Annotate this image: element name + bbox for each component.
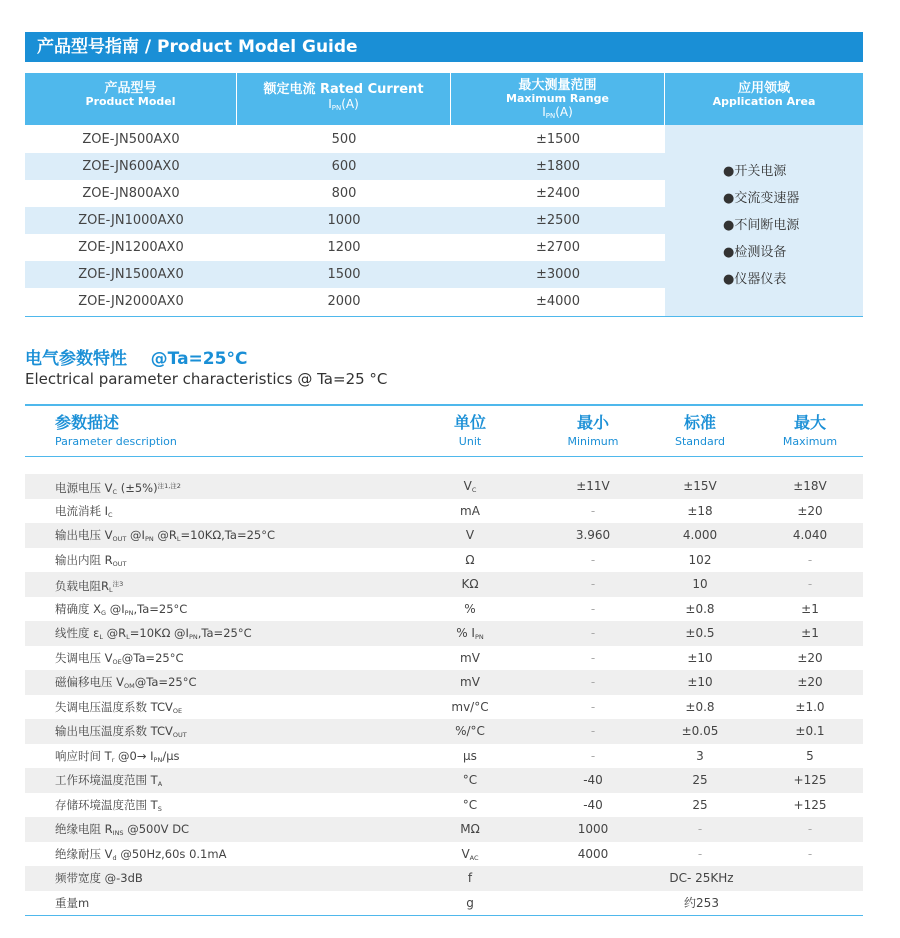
standard-cell: 10 [692, 577, 708, 591]
header-model-zh: 产品型号 [104, 81, 157, 96]
model-cell: ZOE-JN1500AX0 [78, 267, 184, 282]
parameter-description-cell: 磁偏移电压 VOM@Ta=25°C [55, 675, 197, 690]
current-cell: 1500 [327, 267, 361, 282]
maximum-cell: ±1 [801, 626, 819, 640]
header-current-zh: 额定电流 Rated Current [263, 82, 424, 97]
minimum-cell: - [590, 577, 596, 591]
minimum-cell: - [590, 552, 596, 567]
unit-cell: f [467, 871, 473, 885]
table-row [25, 180, 665, 207]
application-item: ●检测设备 [723, 245, 787, 260]
unit-cell: VAC [461, 846, 479, 862]
product-model-guide-title: 产品型号指南 / Product Model Guide [25, 32, 863, 62]
minimum-cell: ±11V [576, 479, 610, 493]
standard-cell: 102 [688, 552, 712, 567]
table-row [25, 817, 863, 842]
table-row [25, 234, 665, 261]
parameter-description-cell: 输出电压 VOUT @IPN @RL=10KΩ,Ta=25°C [55, 528, 276, 543]
header-application-area [665, 73, 863, 125]
standard-cell: ±18 [687, 503, 713, 518]
standard-cell: 3 [696, 748, 704, 763]
unit-cell: % IPN [456, 626, 484, 641]
table-row [25, 474, 863, 499]
table-row [25, 670, 863, 695]
unit-cell: Ω [465, 552, 475, 567]
minimum-cell: -40 [583, 797, 603, 812]
header-rated-current [237, 73, 450, 125]
minimum-cell: - [590, 503, 596, 518]
table-row [25, 261, 665, 288]
parameter-description-cell: 负载电阻RL$^{注3}$ [55, 579, 124, 594]
range-cell: ±2700 [536, 240, 580, 255]
header-app-en: Application Area [712, 95, 816, 108]
table-row [25, 288, 665, 315]
standard-cell: - [697, 846, 703, 861]
maximum-cell: 4.040 [792, 528, 828, 542]
minimum-cell: - [590, 699, 596, 714]
maximum-cell: ±1.0 [795, 699, 825, 714]
unit-cell: V [465, 528, 475, 542]
unit-cell: g [466, 895, 474, 910]
table-row [25, 499, 863, 524]
parameter-description-cell: 精确度 XG @IPN,Ta=25°C [55, 601, 188, 617]
parameter-description-cell: 绝缘电阻 RINS @500V DC [55, 822, 190, 837]
maximum-cell: - [807, 846, 813, 861]
header-model-en: Product Model [85, 95, 176, 108]
unit-cell: mV [460, 675, 480, 689]
header-maximum: 最大 Maximum [782, 413, 838, 448]
header-range-unit: IPN(A) [542, 105, 573, 120]
header-app-zh: 应用领域 [737, 81, 790, 96]
product-model-table-header [25, 73, 863, 125]
parameter-description-cell: 失调电压温度系数 TCVOE [55, 699, 183, 715]
table-row [25, 768, 863, 793]
electrical-section-subtitle: Electrical parameter characteristics @ Ta=25 °C [25, 370, 388, 388]
standard-cell: ±10 [687, 675, 713, 689]
unit-cell: KΩ [461, 577, 479, 591]
parameter-description-cell: 存储环境温度范围 TS [55, 797, 162, 813]
header-product-model [25, 73, 236, 125]
unit-cell: VC [463, 479, 477, 494]
header-maximum-range [451, 73, 664, 125]
parameter-description-cell: 输出内阻 ROUT [55, 552, 127, 568]
standard-cell: ±0.05 [681, 724, 719, 738]
application-item: ●交流变速器 [723, 191, 800, 206]
table-row [25, 842, 863, 867]
unit-cell: MΩ [460, 822, 480, 836]
table-row [25, 719, 863, 744]
minimum-cell: - [590, 748, 596, 763]
minimum-cell: -40 [583, 773, 603, 787]
minimum-cell: - [590, 626, 596, 640]
parameter-table-header [25, 406, 863, 458]
table-row [25, 572, 863, 597]
merged-value-cell: 约253 [684, 895, 719, 910]
table-row [25, 207, 665, 234]
maximum-cell: ±20 [797, 650, 823, 665]
unit-cell: °C [462, 797, 478, 812]
application-area-cell [665, 125, 863, 317]
maximum-cell: +125 [793, 797, 827, 812]
range-cell: ±2500 [536, 213, 580, 228]
table-row [25, 695, 863, 720]
header-standard: 标准 Standard [674, 413, 726, 448]
table-row [25, 866, 863, 891]
table-row [25, 744, 863, 769]
maximum-cell: ±18V [793, 479, 827, 493]
table-row [25, 523, 863, 548]
current-cell: 600 [331, 159, 357, 174]
maximum-cell: ±0.1 [795, 724, 825, 738]
table-row [25, 793, 863, 818]
maximum-cell: 5 [806, 748, 814, 763]
unit-cell: mA [460, 503, 480, 518]
header-current-unit: IPN(A) [328, 97, 359, 112]
unit-cell: mV [460, 650, 480, 665]
standard-cell: ±15V [683, 479, 717, 493]
standard-cell: 4.000 [682, 528, 718, 542]
parameter-description-cell: 线性度 εL @RL=10KΩ @IPN,Ta=25°C [55, 626, 252, 641]
model-cell: ZOE-JN2000AX0 [78, 294, 184, 309]
range-cell: ±3000 [536, 267, 580, 282]
table-row [25, 891, 863, 916]
product-model-table [25, 73, 863, 317]
unit-cell: °C [462, 773, 478, 787]
minimum-cell: - [590, 650, 596, 665]
header-bottom-rule [25, 456, 863, 457]
model-cell: ZOE-JN800AX0 [82, 186, 180, 201]
current-cell: 500 [331, 132, 357, 147]
header-parameter-description: 参数描述 Parameter description [55, 413, 177, 448]
minimum-cell: - [590, 724, 596, 738]
current-cell: 800 [331, 186, 357, 201]
maximum-cell: ±20 [797, 675, 823, 689]
maximum-cell: ±20 [797, 503, 823, 518]
application-item: ●开关电源 [723, 164, 787, 179]
standard-cell: ±0.5 [685, 626, 715, 640]
header-range-en: Maximum Range [506, 92, 609, 105]
table-row [25, 597, 863, 622]
model-cell: ZOE-JN1000AX0 [78, 213, 184, 228]
maximum-cell: - [807, 552, 813, 567]
merged-value-cell: DC- 25KHz [669, 871, 734, 885]
table-row [25, 646, 863, 671]
maximum-cell: +125 [793, 773, 827, 787]
range-cell: ±1800 [536, 159, 580, 174]
standard-cell: 25 [692, 773, 708, 787]
parameter-description-cell: 重量m [55, 895, 90, 910]
maximum-cell: ±1 [801, 601, 819, 616]
standard-cell: 25 [692, 797, 708, 812]
application-item: ●不间断电源 [723, 218, 800, 233]
electrical-section-title: 电气参数特性 @Ta=25°C [25, 349, 248, 369]
parameter-description-cell: 输出电压温度系数 TCVOUT [55, 724, 187, 739]
header-range-zh: 最大测量范围 [518, 78, 597, 93]
table-bottom-rule [25, 316, 863, 317]
minimum-cell: - [590, 675, 596, 689]
unit-cell: % [464, 601, 476, 616]
standard-cell: - [697, 822, 703, 836]
unit-cell: %/°C [455, 724, 485, 738]
parameter-description-cell: 响应时间 Tr @0→ IPN/μs [55, 748, 180, 764]
table-row [25, 621, 863, 646]
standard-cell: ±0.8 [685, 699, 715, 714]
parameter-description-cell: 绝缘耐压 Vd @50Hz,60s 0.1mA [55, 846, 227, 862]
table-row [25, 548, 863, 573]
model-cell: ZOE-JN1200AX0 [78, 240, 184, 255]
unit-cell: μs [463, 748, 477, 763]
table-row [25, 153, 665, 180]
table-bottom-rule [25, 915, 863, 916]
range-cell: ±2400 [536, 186, 580, 201]
model-cell: ZOE-JN500AX0 [82, 132, 180, 147]
current-cell: 1200 [327, 240, 361, 255]
parameter-description-cell: 电源电压 VC $(\pm 5\%)^{注1,注2}$ [55, 481, 181, 496]
maximum-cell: - [807, 577, 813, 591]
model-cell: ZOE-JN600AX0 [82, 159, 180, 174]
standard-cell: ±10 [687, 650, 713, 665]
table-row [25, 126, 665, 153]
parameter-description-cell: 频带宽度 @-3dB [55, 871, 143, 885]
minimum-cell: 4000 [577, 846, 609, 861]
maximum-cell: - [807, 822, 813, 836]
current-cell: 1000 [327, 213, 361, 228]
unit-cell: mv/°C [451, 699, 489, 714]
header-minimum: 最小 Minimum [567, 413, 619, 448]
minimum-cell: 1000 [577, 822, 609, 836]
header-unit: 单位 Unit [453, 413, 486, 448]
application-item: ●仪器仪表 [723, 272, 787, 287]
parameter-description-cell: 电流消耗 IC [55, 503, 113, 519]
application-list [723, 158, 799, 293]
parameter-description-cell: 工作环境温度范围 TA [55, 773, 163, 788]
minimum-cell: 3.960 [575, 528, 611, 542]
current-cell: 2000 [327, 294, 361, 309]
standard-cell: ±0.8 [685, 601, 715, 616]
minimum-cell: - [590, 601, 596, 616]
range-cell: ±1500 [536, 132, 580, 147]
parameter-description-cell: 失调电压 VOE@Ta=25°C [55, 650, 184, 666]
range-cell: ±4000 [536, 294, 580, 309]
